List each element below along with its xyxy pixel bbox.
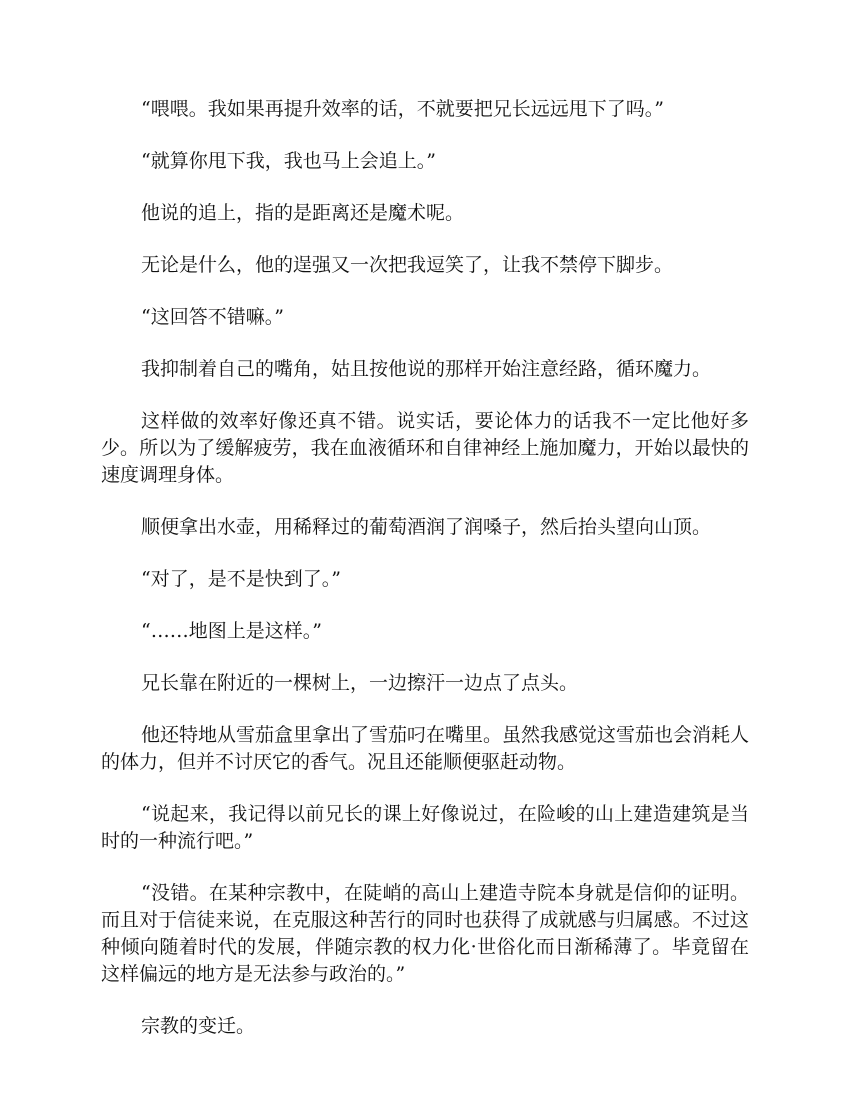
document-body: [101, 96, 749, 1065]
paragraph: “说起来，我记得以前兄长的课上好像说过，在险峻的山上建造建筑是当时的一种流行吧。”: [101, 803, 749, 852]
paragraph: 无论是什么，他的逞强又一次把我逗笑了，让我不禁停下脚步。: [141, 254, 674, 276]
paragraph: “对了，是不是快到了。”: [141, 568, 341, 590]
paragraph: 我抑制着自己的嘴角，姑且按他说的那样开始注意经路，循环魔力。: [141, 358, 712, 380]
paragraph: 顺便拿出水壶，用稀释过的葡萄酒润了润嗓子，然后抬头望向山顶。: [141, 516, 712, 538]
paragraph: “这回答不错嘛。”: [141, 306, 284, 328]
paragraph: “没错。在某种宗教中，在陡峭的高山上建造寺院本身就是信仰的证明。而且对于信徒来说，在克服这种苦行的同时也获得了成就感与归属感。不过这种倾向随着时代的发展，伴随宗教的权力化·世俗化而日渐稀薄了。毕竟留在这样偏远的地方是无法参与政治的。”: [101, 882, 749, 985]
paragraph: “……地图上是这样。”: [141, 620, 322, 642]
paragraph: 他说的追上，指的是距离还是魔术呢。: [141, 202, 465, 224]
paragraph: “就算你甩下我，我也马上会追上。”: [141, 150, 436, 172]
paragraph: 他还特地从雪茄盒里拿出了雪茄叼在嘴里。虽然我感觉这雪茄也会消耗人的体力，但并不讨厌它的香气。况且还能顺便驱赶动物。: [101, 724, 750, 773]
paragraph: 这样做的效率好像还真不错。说实话，要论体力的话我不一定比他好多少。所以为了缓解疲劳，我在血液循环和自律神经上施加魔力，开始以最快的速度调理身体。: [101, 410, 749, 486]
paragraph: “喂喂。我如果再提升效率的话，不就要把兄长远远甩下了吗。”: [141, 98, 664, 120]
paragraph: 兄长靠在附近的一棵树上，一边擦汗一边点了点头。: [141, 672, 579, 694]
paragraph: 宗教的变迁。: [141, 1015, 256, 1037]
